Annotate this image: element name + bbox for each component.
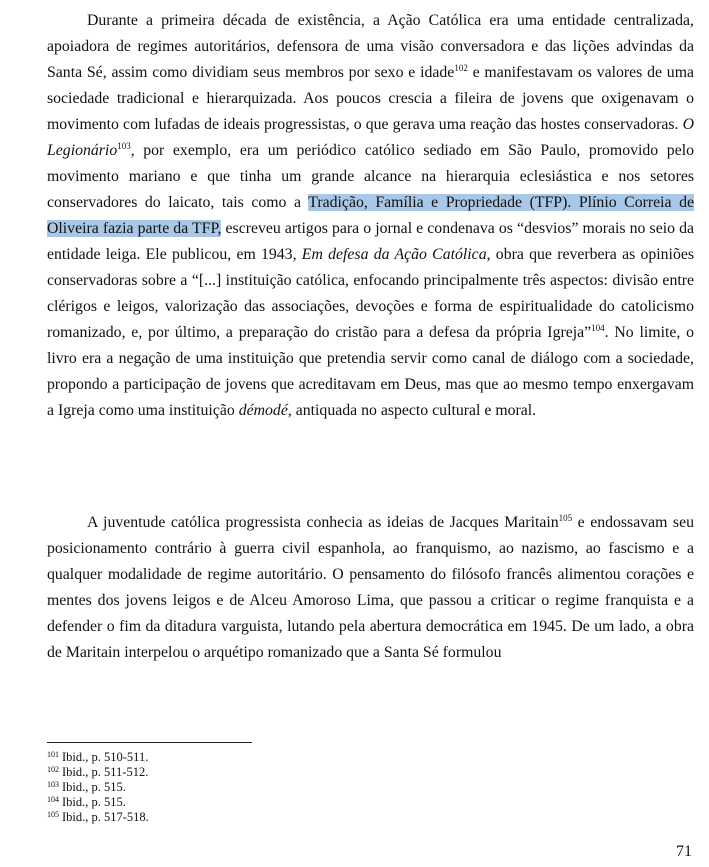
footnote-text: Ibid., p. 515. (62, 795, 126, 809)
text-run: , por exemplo, era um periódico católico sediado em São Paulo, promovido pelo movimento mariano e que tinha um grande alcance na hierarquia eclesiástica e nos setores conservadores do laicato, tais como a (47, 142, 694, 211)
footnote-ref-104[interactable]: 104 (591, 323, 605, 333)
footnote-text: Ibid., p. 515. (62, 780, 126, 794)
footnote-separator (47, 742, 252, 743)
footnote-ref-105[interactable]: 105 (558, 513, 573, 523)
footnote-102 (47, 765, 447, 780)
footnote-text: Ibid., p. 517-518. (62, 810, 149, 824)
text-run: A juventude católica progressista conhecia as ideias de Jacques Maritain (87, 514, 559, 531)
footnote-text: Ibid., p. 511-512. (62, 765, 149, 779)
footnote-number: 104 (47, 795, 59, 804)
footnote-103 (47, 780, 447, 795)
text-selection-highlight[interactable]: Tradição, Família e Propriedade (TFP). Plínio Correia de Oliveira fazia parte da TFP, (47, 194, 694, 237)
footnote-number: 101 (47, 750, 59, 759)
italic-term-demode: démodé (238, 402, 288, 419)
text-run: escreveu artigos para o jornal e condenava os “desvios” morais no seio da entidade leiga. Ele publicou, em 1943, (47, 220, 694, 263)
footnote-ref-102[interactable]: 102 (454, 63, 468, 73)
footnotes (47, 750, 447, 825)
body-paragraph-1 (47, 8, 694, 424)
footnote-ref-103[interactable]: 103 (117, 141, 131, 151)
footnote-number: 102 (47, 765, 59, 774)
footnote-number: 105 (47, 810, 59, 819)
text-run: e endossavam seu posicionamento contrário à guerra civil espanhola, ao franquismo, ao nazismo, ao fascismo e a qualquer modalidade de regime autoritário. O pensamento do filósofo francês alimentou corações e mentes dos jovens leigos e de Alceu Amoroso Lima, que passou a criticar o regime franquista e a defender o fim da ditadura varguista, lutando pela abertura democrática em 1945. De um lado, a obra de Maritain interpelou o arquétipo romanizado que a Santa Sé formulou (47, 514, 694, 661)
footnote-104 (47, 795, 447, 810)
footnote-105 (47, 810, 447, 825)
footnote-number: 103 (47, 780, 59, 789)
text-run: . No limite, o livro era a negação de uma instituição que pretendia servir como canal de diálogo com a sociedade, propondo a participação de jovens que acreditavam em Deus, mas que ao mesmo tempo enxergavam a Igreja como uma instituição (47, 324, 694, 419)
italic-title-em-defesa: Em defesa da Ação Católica (301, 246, 487, 263)
footnote-text: Ibid., p. 510-511. (62, 750, 149, 764)
body-paragraph-2 (47, 510, 694, 666)
text-run: Durante a primeira década de existência, a Ação Católica era uma entidade centralizada, apoiadora de regimes autoritários, defensora de uma visão conversadora e das lições advindas da Santa Sé, assim como dividiam seus membros por sexo e idade (47, 12, 694, 81)
text-run: , antiquada no aspecto cultural e moral. (287, 402, 537, 419)
italic-title-o-legionario: O Legionário (47, 116, 694, 159)
text-run: , obra que reverbera as opiniões conservadoras sobre a “[...] instituição católica, enfocando principalmente três aspectos: divisão entre clérigos e leigos, valorização das associações, devoções e forma de espiritualidade do catolicismo romanizado, e, por último, a preparação do cristão para a defesa da própria Igreja” (47, 246, 695, 341)
text-run: e manifestavam os valores de uma sociedade tradicional e hierarquizada. Aos poucos crescia a fileira de jovens que oxigenavam o movimento com lufadas de ideais progressistas, o que gerava uma reação das hostes conservadoras. (47, 64, 694, 133)
page-number: 71 (676, 843, 692, 860)
footnote-101 (47, 750, 447, 765)
